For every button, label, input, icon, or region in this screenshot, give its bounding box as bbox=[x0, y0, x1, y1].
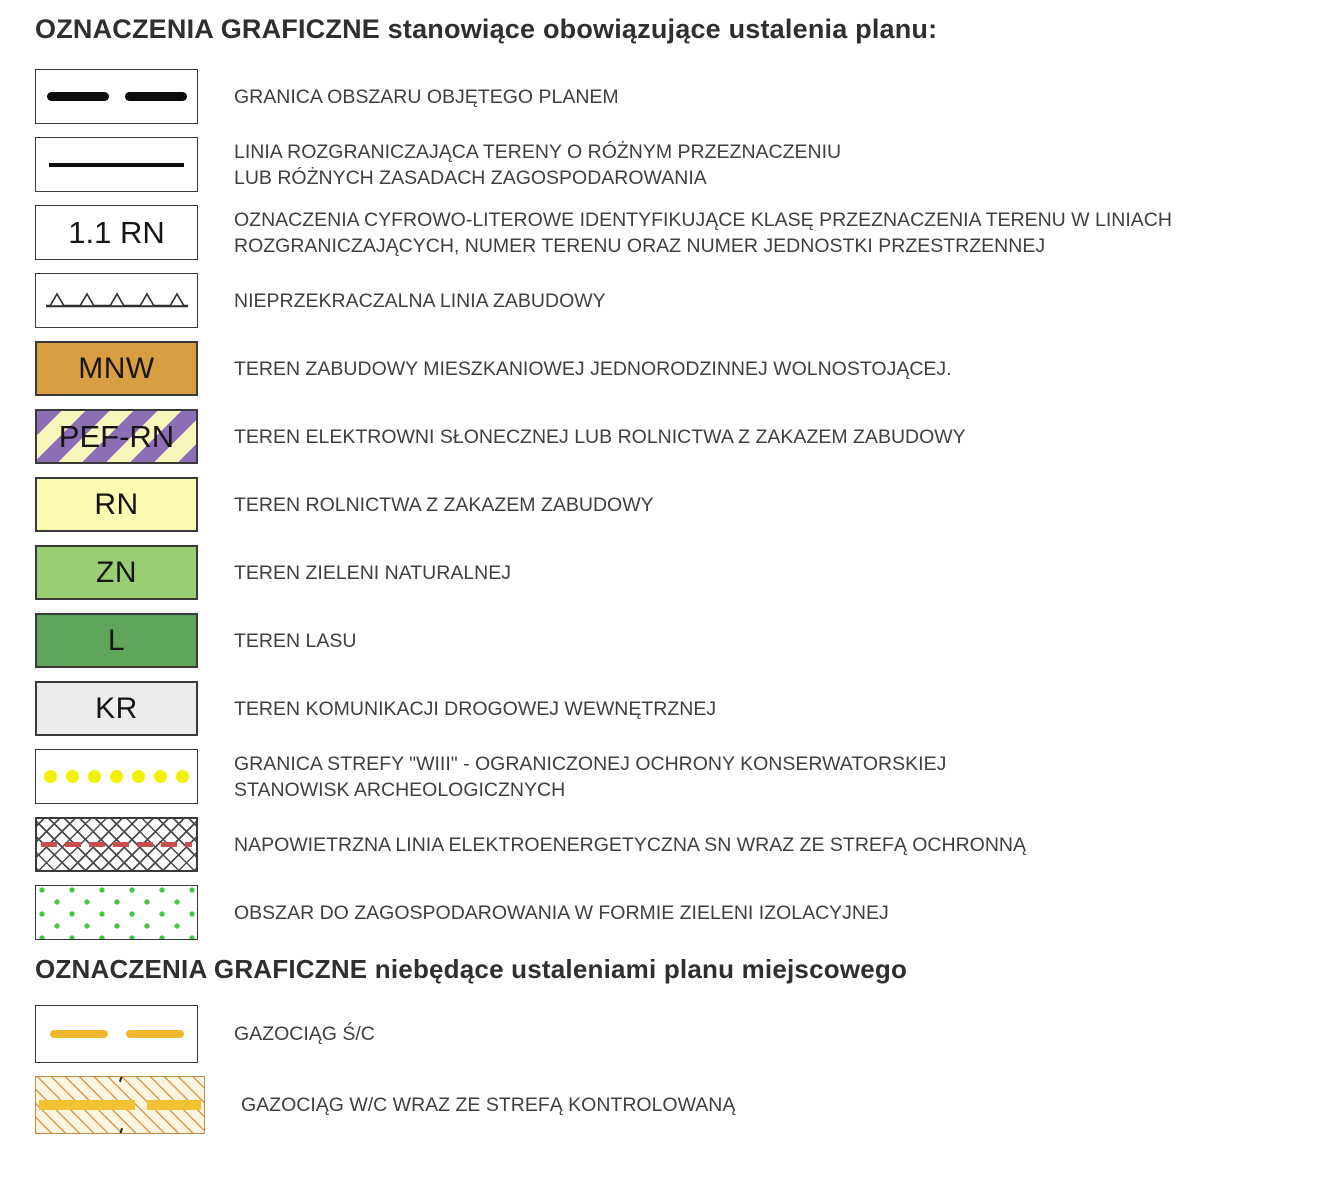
legend-item-rn bbox=[35, 477, 1335, 532]
power-line-zone-symbol bbox=[35, 817, 198, 872]
legend-heading-secondary: OZNACZENIA GRAFICZNE niebędące ustaleniami planu miejscowego bbox=[35, 954, 908, 984]
legend-item-building-line bbox=[35, 273, 1335, 328]
legend-item-label: TEREN KOMUNIKACJI DROGOWEJ WEWNĘTRZNEJ bbox=[234, 697, 717, 720]
legend-item-label: TEREN LASU bbox=[234, 629, 357, 652]
mnw-code-text: MNW bbox=[78, 351, 155, 385]
rn-swatch bbox=[35, 477, 198, 532]
legend-item-label: NIEPRZEKRACZALNA LINIA ZABUDOWY bbox=[234, 289, 606, 312]
legend-item-label: NAPOWIETRZNA LINIA ELEKTROENERGETYCZNA SN WRAZ ZE STREFĄ OCHRONNĄ bbox=[234, 833, 1027, 856]
legend-item-label: LINIA ROZGRANICZAJĄCA TERENY O RÓŻNYM PRZEZNACZENIU LUB RÓŻNYCH ZASADACH ZAGOSPODAROWANIA bbox=[234, 140, 842, 189]
legend-item-label: OZNACZENIA CYFROWO-LITEROWE IDENTYFIKUJĄCE KLASĘ PRZEZNACZENIA TERENU W LINIACH ROZGRANICZAJĄCYCH, NUMER TERENU ORAZ NUMER JEDNOSTKI PRZESTRZENNEJ bbox=[234, 208, 1172, 257]
kr-swatch bbox=[35, 681, 198, 736]
power-line-icon bbox=[41, 842, 192, 847]
pef-rn-code-text: PEF-RN bbox=[58, 418, 175, 454]
legend-item-area-code bbox=[35, 205, 1335, 260]
legend-item-label: TEREN ZIELENI NATURALNEJ bbox=[234, 561, 512, 584]
legend-item-label: TEREN ELEKTROWNI SŁONECZNEJ LUB ROLNICTWA Z ZAKAZEM ZABUDOWY bbox=[234, 425, 966, 448]
legend-item-label: GRANICA STREFY "WIII" - OGRANICZONEJ OCHRONY KONSERWATORSKIEJ STANOWISK ARCHEOLOGICZNYCH bbox=[234, 752, 947, 801]
gas-line-icon bbox=[39, 1100, 201, 1110]
legend-item-isolation-greenery bbox=[35, 885, 1335, 940]
building-line-symbol bbox=[35, 273, 198, 328]
legend-item-zn bbox=[35, 545, 1335, 600]
pef-rn-swatch bbox=[35, 409, 198, 464]
legend-item-gas-wc bbox=[35, 1076, 1335, 1134]
l-swatch bbox=[35, 613, 198, 668]
legend-item-label: TEREN ROLNICTWA Z ZAKAZEM ZABUDOWY bbox=[234, 493, 654, 516]
tick-mark bbox=[119, 1128, 123, 1134]
area-code-text: 1.1 RN bbox=[68, 214, 165, 250]
archaeology-zone-symbol bbox=[35, 749, 198, 804]
legend-item-power-line-zone bbox=[35, 817, 1335, 872]
triangle-line-icon bbox=[42, 288, 192, 314]
legend-item-label: GAZOCIĄG W/C WRAZ ZE STREFĄ KONTROLOWANĄ bbox=[241, 1094, 736, 1116]
legend-item-label: TEREN ZABUDOWY MIESZKANIOWEJ JEDNORODZINNEJ WOLNOSTOJĄCEJ. bbox=[234, 357, 952, 380]
solid-line-icon bbox=[49, 163, 184, 167]
amber-dashed-line-icon bbox=[50, 1030, 184, 1038]
legend-item-dividing-line bbox=[35, 137, 1335, 192]
l-code-text: L bbox=[107, 623, 126, 657]
legend-item-gas-sc bbox=[35, 1005, 1335, 1063]
legend-item-mnw bbox=[35, 341, 1335, 396]
zn-swatch bbox=[35, 545, 198, 600]
plan-boundary-symbol bbox=[35, 69, 198, 124]
legend-item-pef-rn bbox=[35, 409, 1335, 464]
legend-item-label: GRANICA OBSZARU OBJĘTEGO PLANEM bbox=[234, 85, 619, 108]
legend-heading-primary: OZNACZENIA GRAFICZNE stanowiące obowiązujące ustalenia planu: bbox=[35, 14, 938, 44]
mnw-swatch bbox=[35, 341, 198, 396]
legend-item-l bbox=[35, 613, 1335, 668]
gas-sc-symbol bbox=[35, 1005, 198, 1063]
legend-item-label: OBSZAR DO ZAGOSPODAROWANIA W FORMIE ZIELENI IZOLACYJNEJ bbox=[234, 901, 889, 924]
zn-code-text: ZN bbox=[96, 555, 137, 589]
thick-dashed-line-icon bbox=[47, 92, 187, 101]
legend-item-archaeology-zone bbox=[35, 749, 1335, 804]
yellow-dots-icon bbox=[44, 770, 189, 783]
isolation-greenery-symbol bbox=[35, 885, 198, 940]
legend-item-plan-boundary bbox=[35, 69, 1335, 124]
legend-item-label: GAZOCIĄG Ś/C bbox=[234, 1023, 375, 1045]
gas-wc-symbol bbox=[35, 1076, 205, 1134]
dividing-line-symbol bbox=[35, 137, 198, 192]
legend-item-kr bbox=[35, 681, 1335, 736]
kr-code-text: KR bbox=[95, 691, 138, 725]
rn-code-text: RN bbox=[94, 487, 139, 521]
tick-mark bbox=[119, 1076, 123, 1082]
area-code-symbol bbox=[35, 205, 198, 260]
